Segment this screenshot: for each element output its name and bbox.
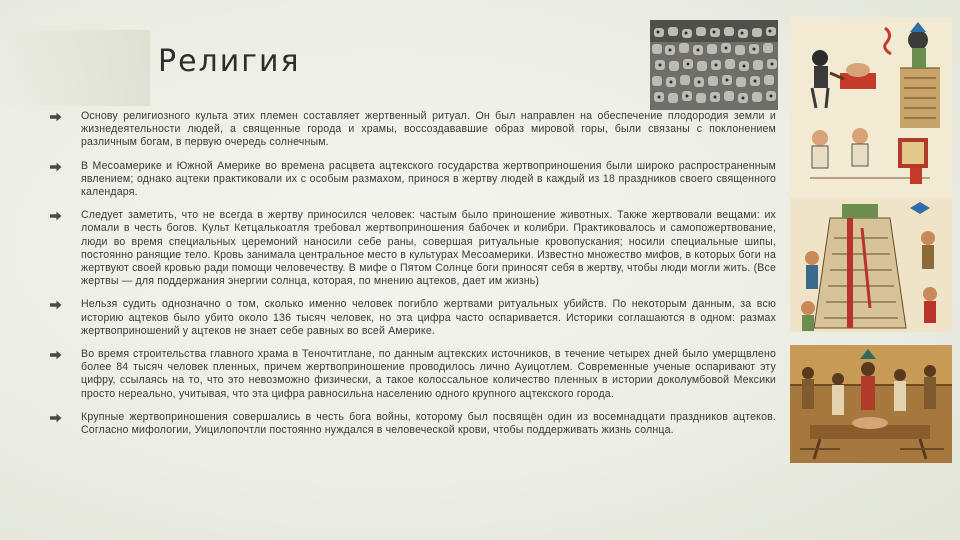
bullet-item (50, 298, 776, 338)
arrow-right-icon (50, 300, 62, 310)
bullet-text: Следует заметить, что не всегда в жертву приносился человек: частым было приношение животных. Также жертвовали вещами: их ломали в честь богов. Культ Кетцалькоатля требовал жертвоприношения бабочек и колибри. Практиковалось и самопожертвование, люди во время специальных церемоний наносили себе раны, совершая ритуальные кровопускания; носили специальные шипы, постоянно ранящие тело. Кровь занимала центральное место в культурах Месоамерики. Известно множество мифов, в которых боги на жертвуют своей кровью ради помощи человечеству. В мифе о Пятом Солнце боги приносят себя в жертву, чтобы люди могли жить. (Все жертвы — для поддержания энергии солнца, которая, по мнению ацтеков, дает им жизнь) (81, 209, 776, 288)
bullet-text: Нельзя судить однозначно о том, сколько именно человек погибло жертвами ритуальных убийств. По некоторым данным, за всю историю ацтеков было убито около 136 тысяч человек, но эта цифра часто оспаривается. Историки соглашаются в одном: размах жертвоприношений у ацтеков не знает себе равных во всей Америке. (81, 298, 776, 337)
bullet-item (50, 110, 776, 150)
mural-painting (790, 345, 952, 463)
bullet-item (50, 348, 776, 401)
bullet-item (50, 209, 776, 288)
arrow-right-icon (50, 350, 62, 360)
bullet-item (50, 411, 776, 437)
codex-sacrifice-illustration (790, 18, 952, 198)
arrow-right-icon (50, 413, 62, 423)
temple-sacrifice-illustration (790, 198, 952, 332)
bullet-text: Основу религиозного культа этих племен составляет жертвенный ритуал. Он был направлен на обеспечение плодородия земли и жизнедеятельности людей, а священные города и храмы, воссоздававшие образ мировой горы, были связаны с поклонением различным богам, в первую очередь солнечным. (81, 110, 776, 149)
bullet-text: В Месоамерике и Южной Америке во времена расцвета ацтекского государства жертвоприношения были широко распространенным явлением; однако ацтеки практиковали их с особым размахом, принося в жертву людей в каждый из 18 праздников своего священного календаря. (81, 159, 776, 199)
bullet-text: Крупные жертвоприношения совершались в честь бога войны, которому был посвящён один из восемнадцати праздников ацтеков. Согласно мифологии, Уицилопочтли постоянно нуждался в человеческой крови, чтобы поддерживать жизнь солнца. (81, 410, 776, 437)
arrow-right-icon (50, 112, 62, 122)
slide-title: Религия (158, 44, 301, 79)
bullet-item (50, 160, 776, 200)
arrow-right-icon (50, 211, 62, 221)
bullet-text: Во время строительства главного храма в Теночтитлане, по данным ацтекских источников, в течение четырех дней было умерщвлено более 84 тысяч человек пленных, причем жертвоприношение проводилось лично Ауицотлем. Современные ученые оспаривают эту цифру, ссылаясь на то, что это невозможно физически, а такое колоссальное количество пленных в истории доколумбовой Мексики просто нереально, учитывая, что эта цифра равносильна населению одного крупного ацтекского города. (81, 348, 776, 400)
arrow-right-icon (50, 162, 62, 172)
bullet-list (50, 110, 776, 447)
skull-rack-photo (650, 20, 778, 110)
title-accent-band (0, 30, 150, 106)
